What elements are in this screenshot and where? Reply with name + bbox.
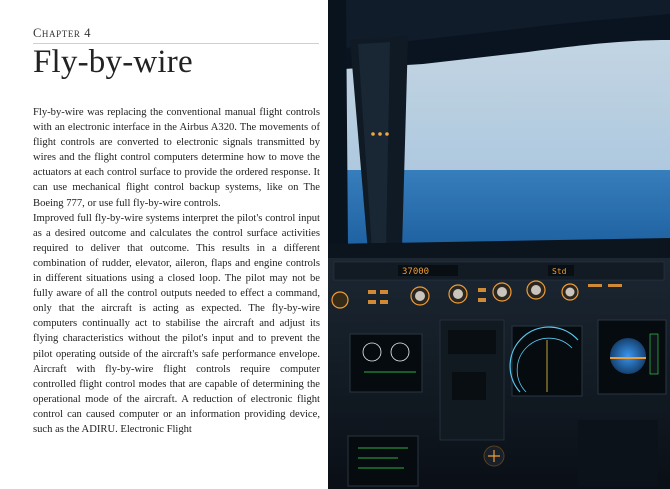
body-paragraph: Improved full fly-by-wire systems interpret the pilot's control input as a desired outcome and calculates the control surface activities required to deliver that outcome. This results in a different combination of rudder, elevator, aileron, flaps and engine controls in different situations using a closed loop. The pilot may not be fully aware of all the control outputs needed to effect a command, only that the aircraft is acting as expected. The fly-by-wire computers continually act to stabilise the aircraft and adjust its flying characteristics without the pilot's input and to prevent the pilot operating outside of the aircraft's safe performance envelope. Aircraft with fly-by-wire flight controls require computer controlled flight control modes that are capable of determining the operational mode of the aircraft. A reduction of electronic flight control can caused computer or an information providing device, such as the ADIRU. Electronic Flight xyxy=(33,212,320,435)
book-page xyxy=(0,0,328,489)
body-paragraph: Fly-by-wire was replacing the conventional manual flight controls with an electronic interface in the Airbus A320. The movements of flight controls are converted to electronic signals transmitted by wires and the flight control computers determine how to move the actuators at each control surface to provide the ordered response. It can use mechanical flight control backup systems, like on The Boeing 777, or use full fly-by-wire controls. xyxy=(33,107,320,209)
cockpit-illustration xyxy=(328,0,670,489)
chapter-title: Fly-by-wire xyxy=(33,44,193,80)
chapter-label: Chapter 4 xyxy=(33,26,92,40)
svg-text:Std: Std xyxy=(552,267,567,276)
cockpit-photo xyxy=(328,0,670,489)
chapter-body xyxy=(33,105,320,437)
svg-text:37000: 37000 xyxy=(402,267,430,277)
